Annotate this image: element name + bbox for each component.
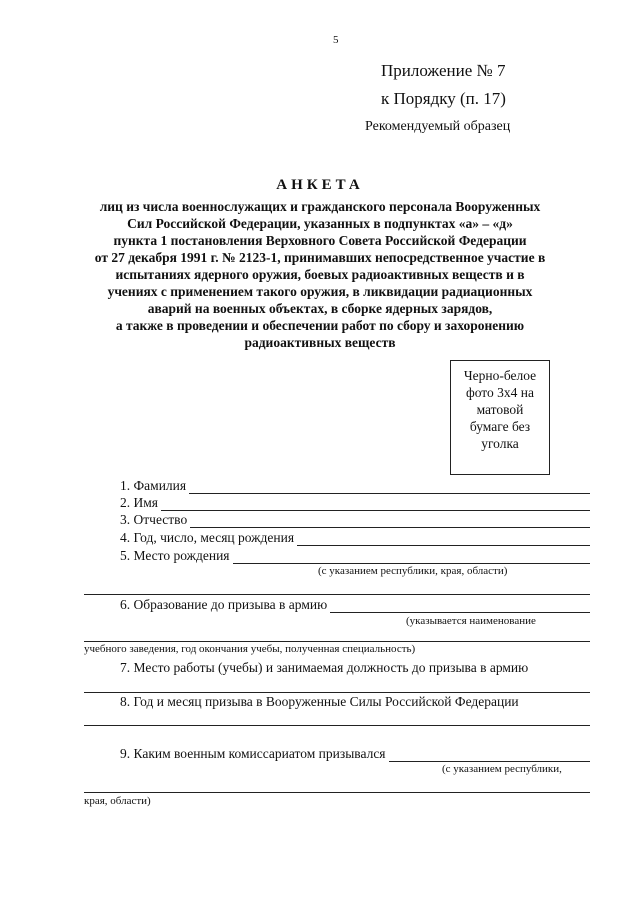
first-name-label: 2. Имя bbox=[120, 495, 159, 510]
patronymic-input-line[interactable] bbox=[190, 516, 590, 528]
education-note: (указывается наименование bbox=[406, 615, 536, 627]
conscription-date-input-line[interactable] bbox=[84, 725, 590, 726]
first-name-input-line[interactable] bbox=[161, 499, 590, 511]
workplace-input-line[interactable] bbox=[84, 692, 590, 693]
birth-place-note: (с указанием республики, края, области) bbox=[318, 565, 508, 577]
photo-box-text: Черно-белое bbox=[463, 368, 537, 383]
title-line: пункта 1 постановления Верховного Совета Российской Федерации bbox=[113, 233, 527, 248]
photo-box-text: бумаге без bbox=[469, 419, 531, 434]
photo-box-text: фото 3х4 на bbox=[465, 385, 534, 400]
workplace-label: 7. Место работы (учебы) и занимаемая должность до призыва в армию bbox=[120, 660, 529, 675]
surname-field-row bbox=[120, 478, 590, 494]
military-commissariat-continuation-line[interactable] bbox=[84, 792, 590, 793]
title-line: от 27 декабря 1991 г. № 2123-1, принимавших непосредственное участие в bbox=[94, 250, 546, 265]
patronymic-label: 3. Отчество bbox=[120, 512, 188, 527]
birth-date-field-row bbox=[120, 530, 590, 546]
patronymic-field-row bbox=[120, 512, 590, 528]
birth-place-input-line[interactable] bbox=[233, 552, 590, 564]
education-continuation-line[interactable] bbox=[84, 641, 590, 642]
education-note-continued: учебного заведения, год окончания учебы, полученная специальность) bbox=[84, 643, 416, 655]
education-field-row bbox=[120, 597, 590, 613]
title-word: АНКЕТА bbox=[276, 177, 364, 193]
birth-place-field-row bbox=[120, 548, 590, 564]
military-commissariat-label: 9. Каким военным комиссариатом призывался bbox=[120, 746, 386, 761]
title-line: учениях с применением такого оружия, в ликвидации радиационных bbox=[107, 284, 533, 299]
conscription-date-label: 8. Год и месяц призыва в Вооруженные Силы Российской Федерации bbox=[120, 694, 519, 709]
appendix-number: Приложение № 7 bbox=[381, 61, 506, 80]
military-commissariat-note-continued: края, области) bbox=[84, 795, 151, 807]
birth-date-label: 4. Год, число, месяц рождения bbox=[120, 530, 295, 545]
title-line: аварий на военных объектах, в сборке ядерных зарядов, bbox=[147, 301, 493, 316]
appendix-reference: к Порядку (п. 17) bbox=[381, 89, 506, 108]
surname-label: 1. Фамилия bbox=[120, 478, 187, 493]
page-number: 5 bbox=[333, 34, 339, 46]
surname-input-line[interactable] bbox=[189, 482, 590, 494]
questionnaire-title bbox=[60, 176, 580, 351]
title-line: а также в проведении и обеспечении работ по сбору и захоронению bbox=[115, 318, 525, 333]
title-line: испытаниях ядерного оружия, боевых радиоактивных веществ и в bbox=[115, 267, 525, 282]
military-commissariat-note: (с указанием республики, bbox=[442, 763, 562, 775]
recommended-sample-label: Рекомендуемый образец bbox=[365, 119, 511, 134]
birth-date-input-line[interactable] bbox=[297, 534, 590, 546]
title-line: лиц из числа военнослужащих и гражданского персонала Вооруженных bbox=[99, 199, 541, 214]
title-line: радиоактивных веществ bbox=[244, 335, 396, 350]
photo-box-text: матовой bbox=[476, 402, 524, 417]
military-commissariat-input-line[interactable] bbox=[389, 750, 590, 762]
birth-place-label: 5. Место рождения bbox=[120, 548, 230, 563]
first-name-field-row bbox=[120, 495, 590, 511]
photo-box-text: уголка bbox=[481, 436, 519, 451]
education-input-line[interactable] bbox=[330, 601, 590, 613]
education-label: 6. Образование до призыва в армию bbox=[120, 597, 328, 612]
photo-placeholder-box bbox=[450, 360, 550, 475]
title-line: Сил Российской Федерации, указанных в подпунктах «а» – «д» bbox=[127, 216, 513, 231]
birth-place-continuation-line[interactable] bbox=[84, 594, 590, 595]
military-commissariat-field-row bbox=[120, 746, 590, 762]
